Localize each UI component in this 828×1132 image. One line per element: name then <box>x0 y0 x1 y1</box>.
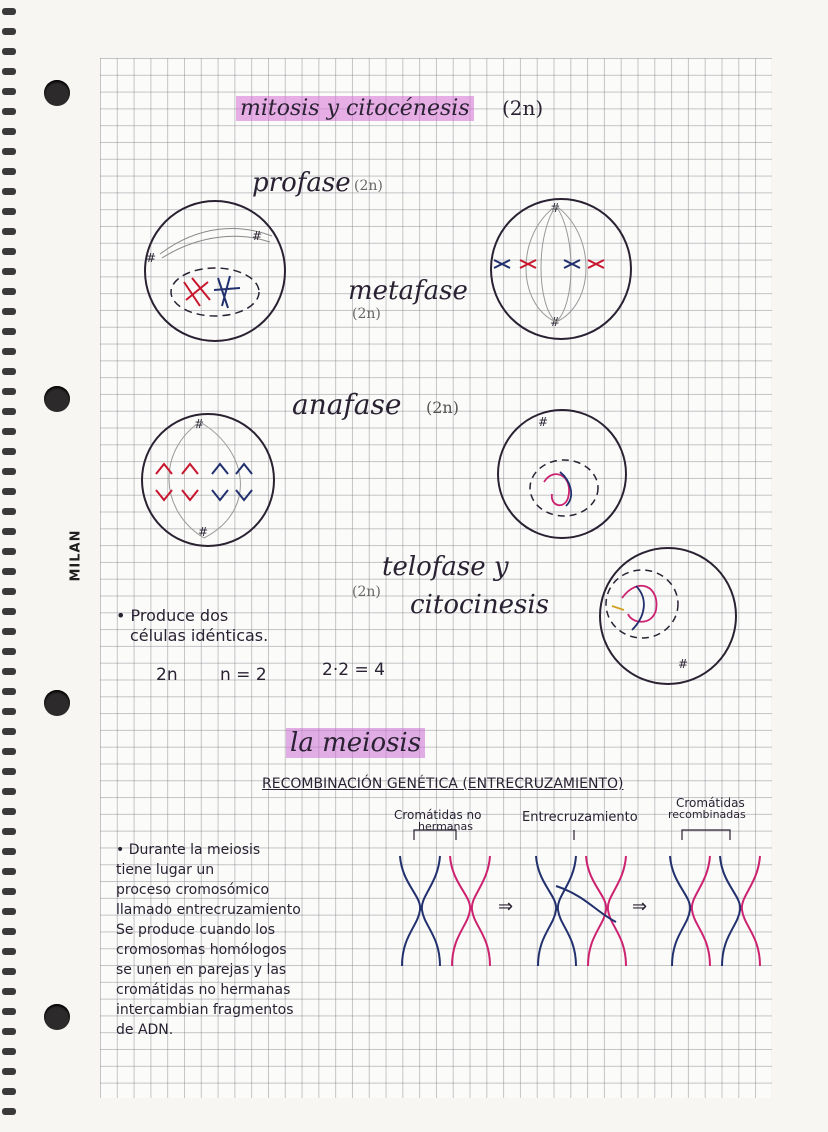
anafase-label: anafase <box>292 388 402 421</box>
mitosis-title: mitosis y citocénesis <box>236 96 474 121</box>
meiosis-title: la meiosis <box>286 728 425 758</box>
label-recombined-line2: recombinadas <box>668 808 746 821</box>
profase-ploidy: (2n) <box>354 178 383 194</box>
crossover-diagram <box>396 826 766 976</box>
telofase-label-line1: telofase y <box>382 552 509 582</box>
meiosis-bullet-line: llamado entrecruzamiento <box>116 902 301 918</box>
metafase-label: metafase <box>348 276 468 306</box>
meiosis-bullet-line: cromosomas homólogos <box>116 942 287 958</box>
metafase-ploidy: (2n) <box>352 306 381 322</box>
meiosis-bullet-line: Se produce cuando los <box>116 922 276 938</box>
mitosis-bullet-line1: • Produce dos <box>116 606 229 625</box>
punch-hole <box>44 386 70 412</box>
meiosis-bullet-line: proceso cromosómico <box>116 882 270 898</box>
punch-hole <box>44 690 70 716</box>
mitosis-bullet-line2: células idénticas. <box>130 626 269 645</box>
svg-text:⇒: ⇒ <box>632 896 648 917</box>
meiosis-bullet-line: de ADN. <box>116 1022 174 1038</box>
spiral-binding <box>0 0 20 1132</box>
label-recombined-line1: Cromátidas <box>676 796 745 810</box>
mitosis-title-ploidy: (2n) <box>502 96 544 120</box>
brand-logo: MILAN <box>68 529 84 582</box>
svg-text:#: # <box>146 251 157 265</box>
meiosis-bullet-line: tiene lugar un <box>116 862 215 878</box>
meiosis-bullet-line: • Durante la meiosis <box>116 842 261 858</box>
punch-hole <box>44 1004 70 1030</box>
telofase-ploidy: (2n) <box>352 584 381 600</box>
svg-text:⇒: ⇒ <box>498 896 514 917</box>
metafase-cell-diagram <box>486 194 636 344</box>
svg-text:#: # <box>550 201 561 215</box>
svg-text:#: # <box>194 417 205 431</box>
telofase-label-line2: citocinesis <box>410 590 549 620</box>
svg-text:#: # <box>550 315 561 329</box>
profase-label: profase <box>252 168 351 198</box>
math-product: 2·2 = 4 <box>322 660 385 680</box>
svg-text:#: # <box>538 415 549 429</box>
meiosis-bullet-line: intercambian fragmentos <box>116 1002 294 1018</box>
anafase-cell-diagram <box>138 410 288 560</box>
label-nonsister-line1: Cromátidas no <box>394 808 482 822</box>
meiosis-bullet-line: cromátidas no hermanas <box>116 982 291 998</box>
anafase-nucleus-diagram <box>494 406 634 546</box>
profase-cell-diagram <box>140 196 290 346</box>
anafase-ploidy: (2n) <box>426 398 459 417</box>
math-2n: 2n <box>156 665 178 685</box>
svg-text:#: # <box>252 229 263 243</box>
svg-text:#: # <box>678 657 689 671</box>
telofase-cell-diagram <box>598 546 740 688</box>
svg-text:#: # <box>198 525 209 539</box>
meiosis-bullet-line: se unen en parejas y las <box>116 962 287 978</box>
math-n-equals: n = 2 <box>220 665 267 685</box>
label-nonsister-line2: hermanas <box>418 820 473 833</box>
label-crossover: Entrecruzamiento <box>522 810 638 825</box>
punch-hole <box>44 80 70 106</box>
meiosis-subtitle: RECOMBINACIÓN GENÉTICA (ENTRECRUZAMIENTO) <box>262 776 624 792</box>
